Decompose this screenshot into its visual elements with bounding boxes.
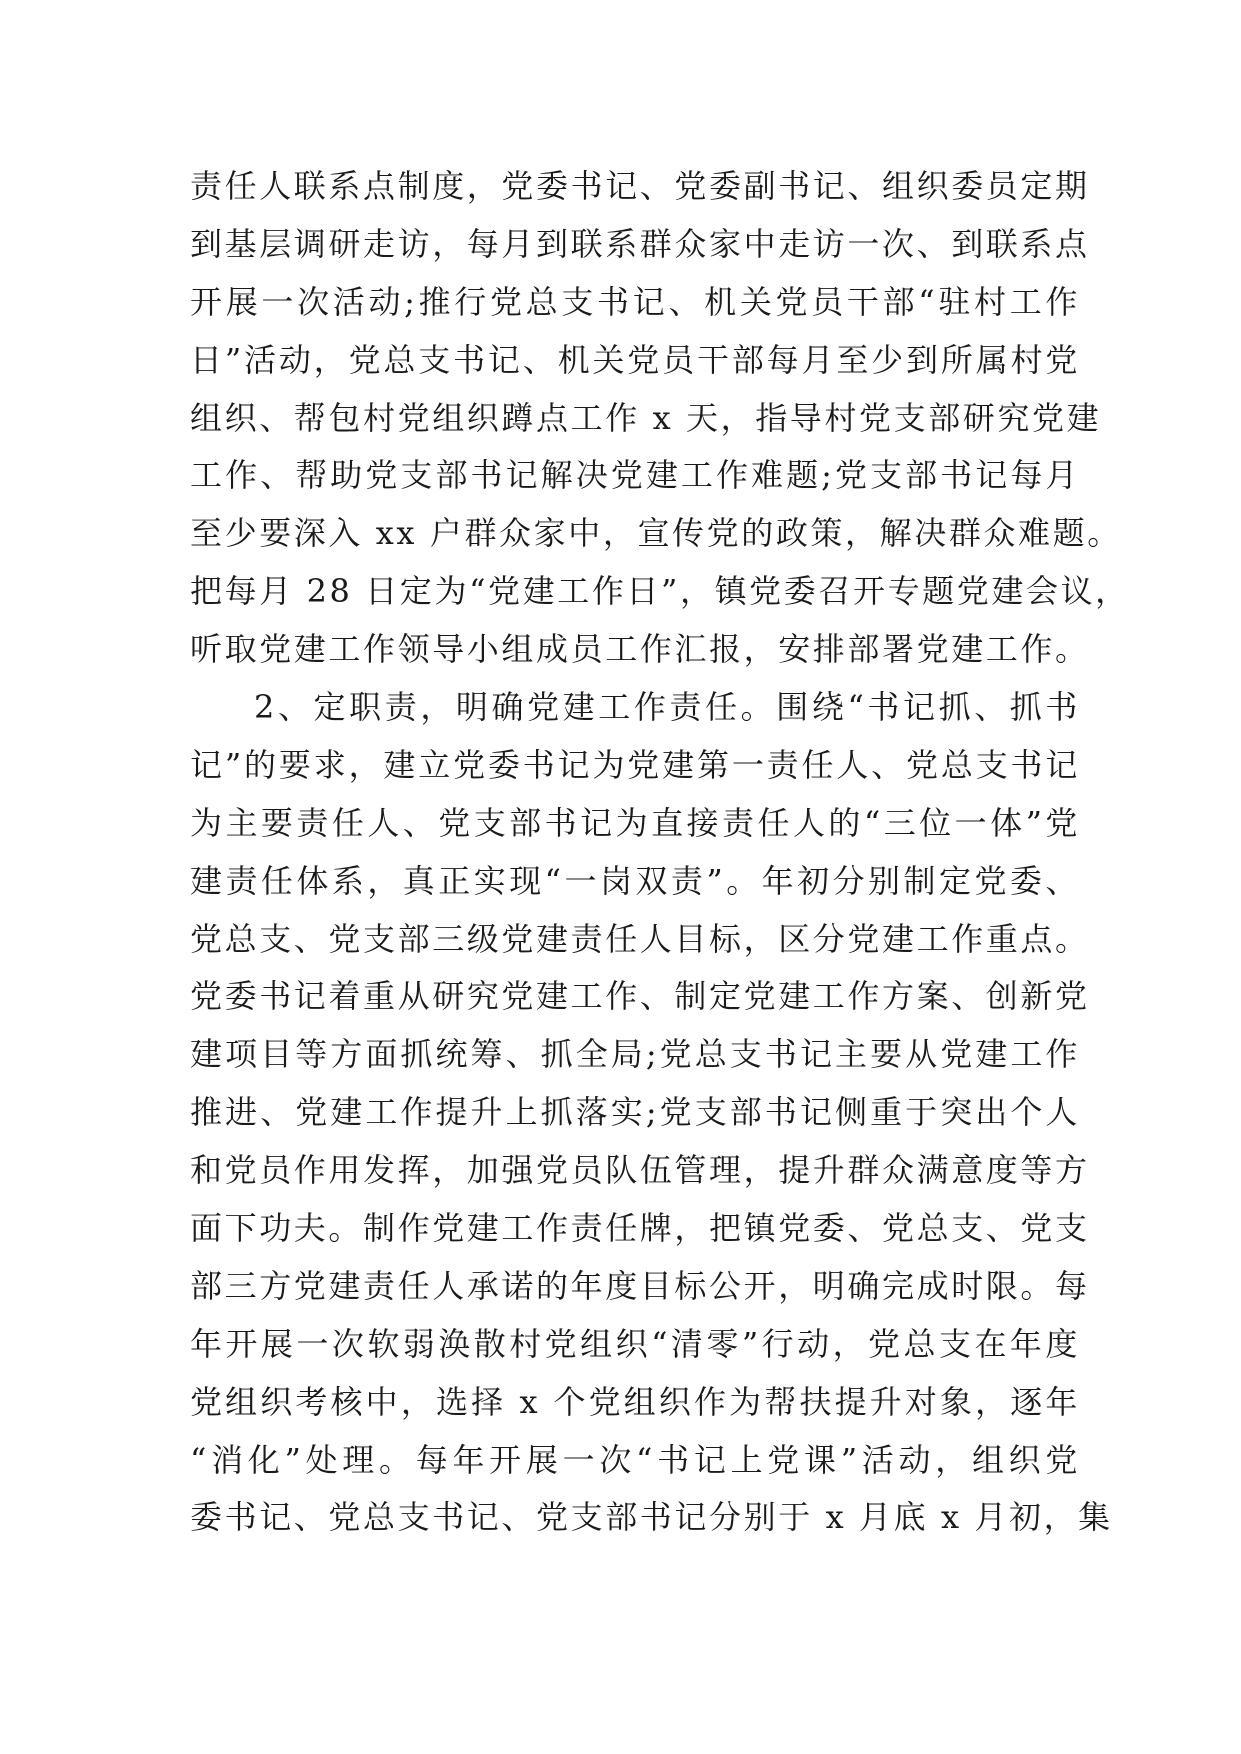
- text-line: 记”的要求，建立党委书记为党建第一责任人、党总支书记: [190, 745, 1080, 784]
- text-line: 至少要深入 xx 户群众家中，宣传党的政策，解决群众难题。: [190, 514, 1122, 553]
- text-line: 组织、帮包村党组织蹲点工作 x 天，指导村党支部研究党建: [190, 398, 1102, 437]
- text-line: “消化”处理。每年开展一次“书记上党课”活动，组织党: [190, 1440, 1080, 1479]
- text-line: 党总支、党支部三级党建责任人目标，区分党建工作重点。: [190, 919, 1090, 958]
- text-line: 听取党建工作领导小组成员工作汇报，安排部署党建工作。: [190, 630, 1090, 669]
- paragraph-heading-line: 2、定职责，明确党建工作责任。围绕“书记抓、抓书: [254, 688, 1080, 727]
- text-line: 年开展一次软弱涣散村党组织“清零”行动，党总支在年度: [190, 1324, 1080, 1363]
- text-line: 和党员作用发挥，加强党员队伍管理，提升群众满意度等方: [190, 1151, 1090, 1190]
- text-line: 工作、帮助党支部书记解决党建工作难题;党支部书记每月: [190, 456, 1080, 495]
- text-line: 党委书记着重从研究党建工作、制定党建工作方案、创新党: [190, 977, 1090, 1016]
- body-text: [190, 158, 1130, 1547]
- text-line: 建项目等方面抓统筹、抓全局;党总支书记主要从党建工作: [190, 1035, 1080, 1074]
- text-line: 开展一次活动;推行党总支书记、机关党员干部“驻村工作: [190, 282, 1080, 321]
- text-line: 把每月 28 日定为“党建工作日”，镇党委召开专题党建会议，: [190, 572, 1130, 611]
- text-line: 建责任体系，真正实现“一岗双责”。年初分别制定党委、: [190, 861, 1080, 900]
- text-line: 部三方党建责任人承诺的年度目标公开，明确完成时限。每: [190, 1266, 1090, 1305]
- text-line: 为主要责任人、党支部书记为直接责任人的“三位一体”党: [190, 803, 1080, 842]
- text-line: 推进、党建工作提升上抓落实;党支部书记侧重于突出个人: [190, 1093, 1080, 1132]
- text-line: 党组织考核中，选择 x 个党组织作为帮扶提升对象，逐年: [190, 1382, 1080, 1421]
- text-line: 到基层调研走访，每月到联系群众家中走访一次、到联系点: [190, 224, 1090, 263]
- text-line: 日”活动，党总支书记、机关党员干部每月至少到所属村党: [190, 340, 1080, 379]
- text-line: 委书记、党总支书记、党支部书记分别于 x 月底 x 月初，集: [190, 1498, 1113, 1537]
- text-line: 责任人联系点制度，党委书记、党委副书记、组织委员定期: [190, 167, 1090, 205]
- text-line: 面下功夫。制作党建工作责任牌，把镇党委、党总支、党支: [190, 1209, 1090, 1248]
